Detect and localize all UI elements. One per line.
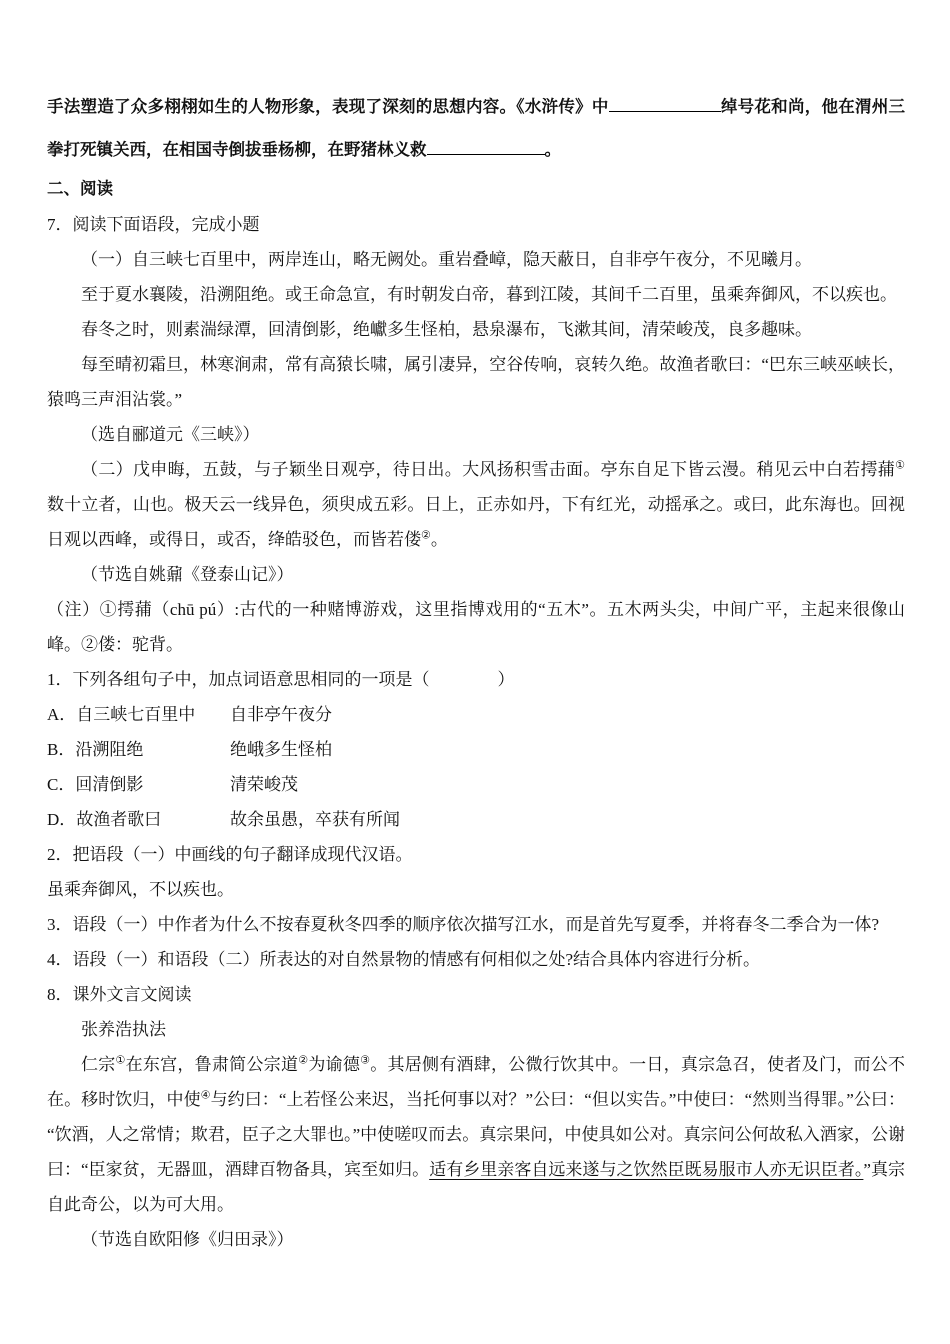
passage1-source [47, 417, 905, 452]
text-run: 二、阅读 [47, 180, 113, 198]
text-run: （节选自欧阳修《归田录》） [81, 1230, 294, 1249]
q1-option-b [47, 732, 905, 767]
document-body [47, 86, 905, 1257]
text-run: 绰号花和尚，他在渭州三拳打死镇关西，在相国寺倒拔垂杨柳，在野猪林义救 [47, 98, 906, 159]
footnote-marker: ① [895, 459, 905, 472]
passage3-body [47, 1047, 905, 1222]
text-run: （注）①摴蒱（chū pú）:古代的一种赌博游戏，这里指博戏用的“五木”。五木两头尖，中间广平，主起来很像山峰。②偻：驼背。 [47, 600, 905, 654]
text-run: 。其居侧有酒肆，公微行饮其中。一日，真宗急召，使者及门，而公不在。移时饮归，中使 [47, 1055, 905, 1109]
text-run: B．沿溯阻绝 [47, 740, 144, 759]
text-run: 在东宫，鲁肃简公宗道 [125, 1055, 299, 1074]
text-run: 。 [430, 530, 448, 549]
q1-option-d [47, 802, 905, 837]
text-run: 自非亭午夜分 [230, 705, 332, 724]
passage-notes [47, 592, 905, 662]
text-run: 仁宗 [81, 1055, 116, 1074]
q3-stem [47, 907, 905, 942]
q1-option-c [47, 767, 905, 802]
passage3-title [47, 1012, 905, 1047]
fill-blank-question-shuihu [47, 86, 905, 172]
text-run: 故余虽愚，卒获有所闻 [230, 810, 400, 829]
text-run: 7．阅读下面语段，完成小题 [47, 215, 260, 234]
footnote-marker: ② [298, 1054, 309, 1067]
text-run: （二）戊申晦，五鼓，与子颖坐日观亭，待日出。大风扬积雪击面。亭东自足下皆云漫。稍见云中白若摴蒱 [81, 460, 896, 479]
passage1-para4 [47, 347, 905, 417]
text-run: 1．下列各组句子中，加点词语意思相同的一项是（ ） [47, 670, 515, 689]
q8-heading [47, 977, 905, 1012]
text-run: C．回清倒影 [47, 775, 144, 794]
passage2-source [47, 557, 905, 592]
text-run: D．故渔者歌曰 [47, 810, 162, 829]
text-run: 与约曰：“上若怪公来迟，当托何事以对？”公曰：“但以实告。”中使曰：“然则当得罪。”公曰：“饮酒，人之常情；欺君，臣子之大罪也。”中使嗟叹而去。真宗果问，中使具如公对。真宗问公何故私入酒家，公谢曰：“臣家贫，无器皿，酒肆百物备具，宾至如归。 [47, 1090, 905, 1179]
section-heading-reading [47, 172, 905, 207]
passage1-para3 [47, 312, 905, 347]
passage2-para1 [47, 452, 905, 557]
passage1-para1 [47, 242, 905, 277]
footnote-marker: ① [115, 1054, 126, 1067]
passage1-para2 [47, 277, 905, 312]
text-run: 绝峨多生怪柏 [230, 740, 332, 759]
text-run: 春冬之时，则素湍绿潭，回清倒影，绝巘多生怪柏，悬泉瀑布，飞漱其间，清荣峻茂，良多趣味。 [81, 320, 812, 339]
text-run: 4．语段（一）和语段（二）所表达的对自然景物的情感有何相似之处?结合具体内容进行分析。 [47, 950, 761, 969]
underlined-sentence: 适有乡里亲客自远来遂与之饮然臣既易服市人亦无识臣者。 [429, 1160, 864, 1179]
text-run: 张养浩执法 [81, 1020, 166, 1039]
q2-sentence [47, 872, 905, 907]
text-run: 虽乘奔御风，不以疾也。 [47, 880, 234, 899]
q1-option-a [47, 697, 905, 732]
answer-blank-line [609, 97, 721, 112]
text-run: 至于夏水襄陵，沿溯阻绝。或王命急宣，有时朝发白帝，暮到江陵，其间千二百里，虽乘奔御风，不以疾也。 [81, 285, 897, 304]
q2-stem [47, 837, 905, 872]
footnote-marker: ③ [360, 1054, 371, 1067]
text-run: （节选自姚鼐《登泰山记》） [81, 565, 294, 584]
text-run: 为谕德 [308, 1055, 361, 1074]
footnote-marker: ④ [200, 1089, 211, 1102]
text-run: 手法塑造了众多栩栩如生的人物形象，表现了深刻的思想内容。《水浒传》中 [47, 98, 609, 116]
footnote-marker: ② [421, 529, 431, 542]
text-run: 3．语段（一）中作者为什么不按春夏秋冬四季的顺序依次描写江水，而是首先写夏季，并将春冬二季合为一体? [47, 915, 880, 934]
text-run: 清荣峻茂 [230, 775, 298, 794]
answer-blank-line [427, 140, 545, 155]
passage3-source [47, 1222, 905, 1257]
q1-stem [47, 662, 905, 697]
text-run: 2．把语段（一）中画线的句子翻译成现代汉语。 [47, 845, 413, 864]
q7-instruction [47, 207, 905, 242]
text-run: 数十立者，山也。极天云一线异色，须臾成五彩。日上，正赤如丹，下有红光，动摇承之。或曰，此东海也。回视日观以西峰，或得日，或否，绛皓驳色，而皆若偻 [47, 495, 905, 549]
text-run: 每至晴初霜旦，林寒涧肃，常有高猿长啸，属引凄异，空谷传响，哀转久绝。故渔者歌曰：“巴东三峡巫峡长，猿鸣三声泪沾裳。” [47, 355, 905, 409]
q4-stem [47, 942, 905, 977]
text-run: A．自三峡七百里中 [47, 705, 196, 724]
text-run: （选自郦道元《三峡》） [81, 425, 260, 444]
text-run: 。 [544, 141, 561, 159]
text-run: 8．课外文言文阅读 [47, 985, 192, 1004]
text-run: （一）自三峡七百里中，两岸连山，略无阙处。重岩叠嶂，隐天蔽日，自非亭午夜分，不见曦月。 [81, 250, 812, 269]
text-run: ”真宗自此奇公，以为可大用。 [47, 1160, 906, 1214]
